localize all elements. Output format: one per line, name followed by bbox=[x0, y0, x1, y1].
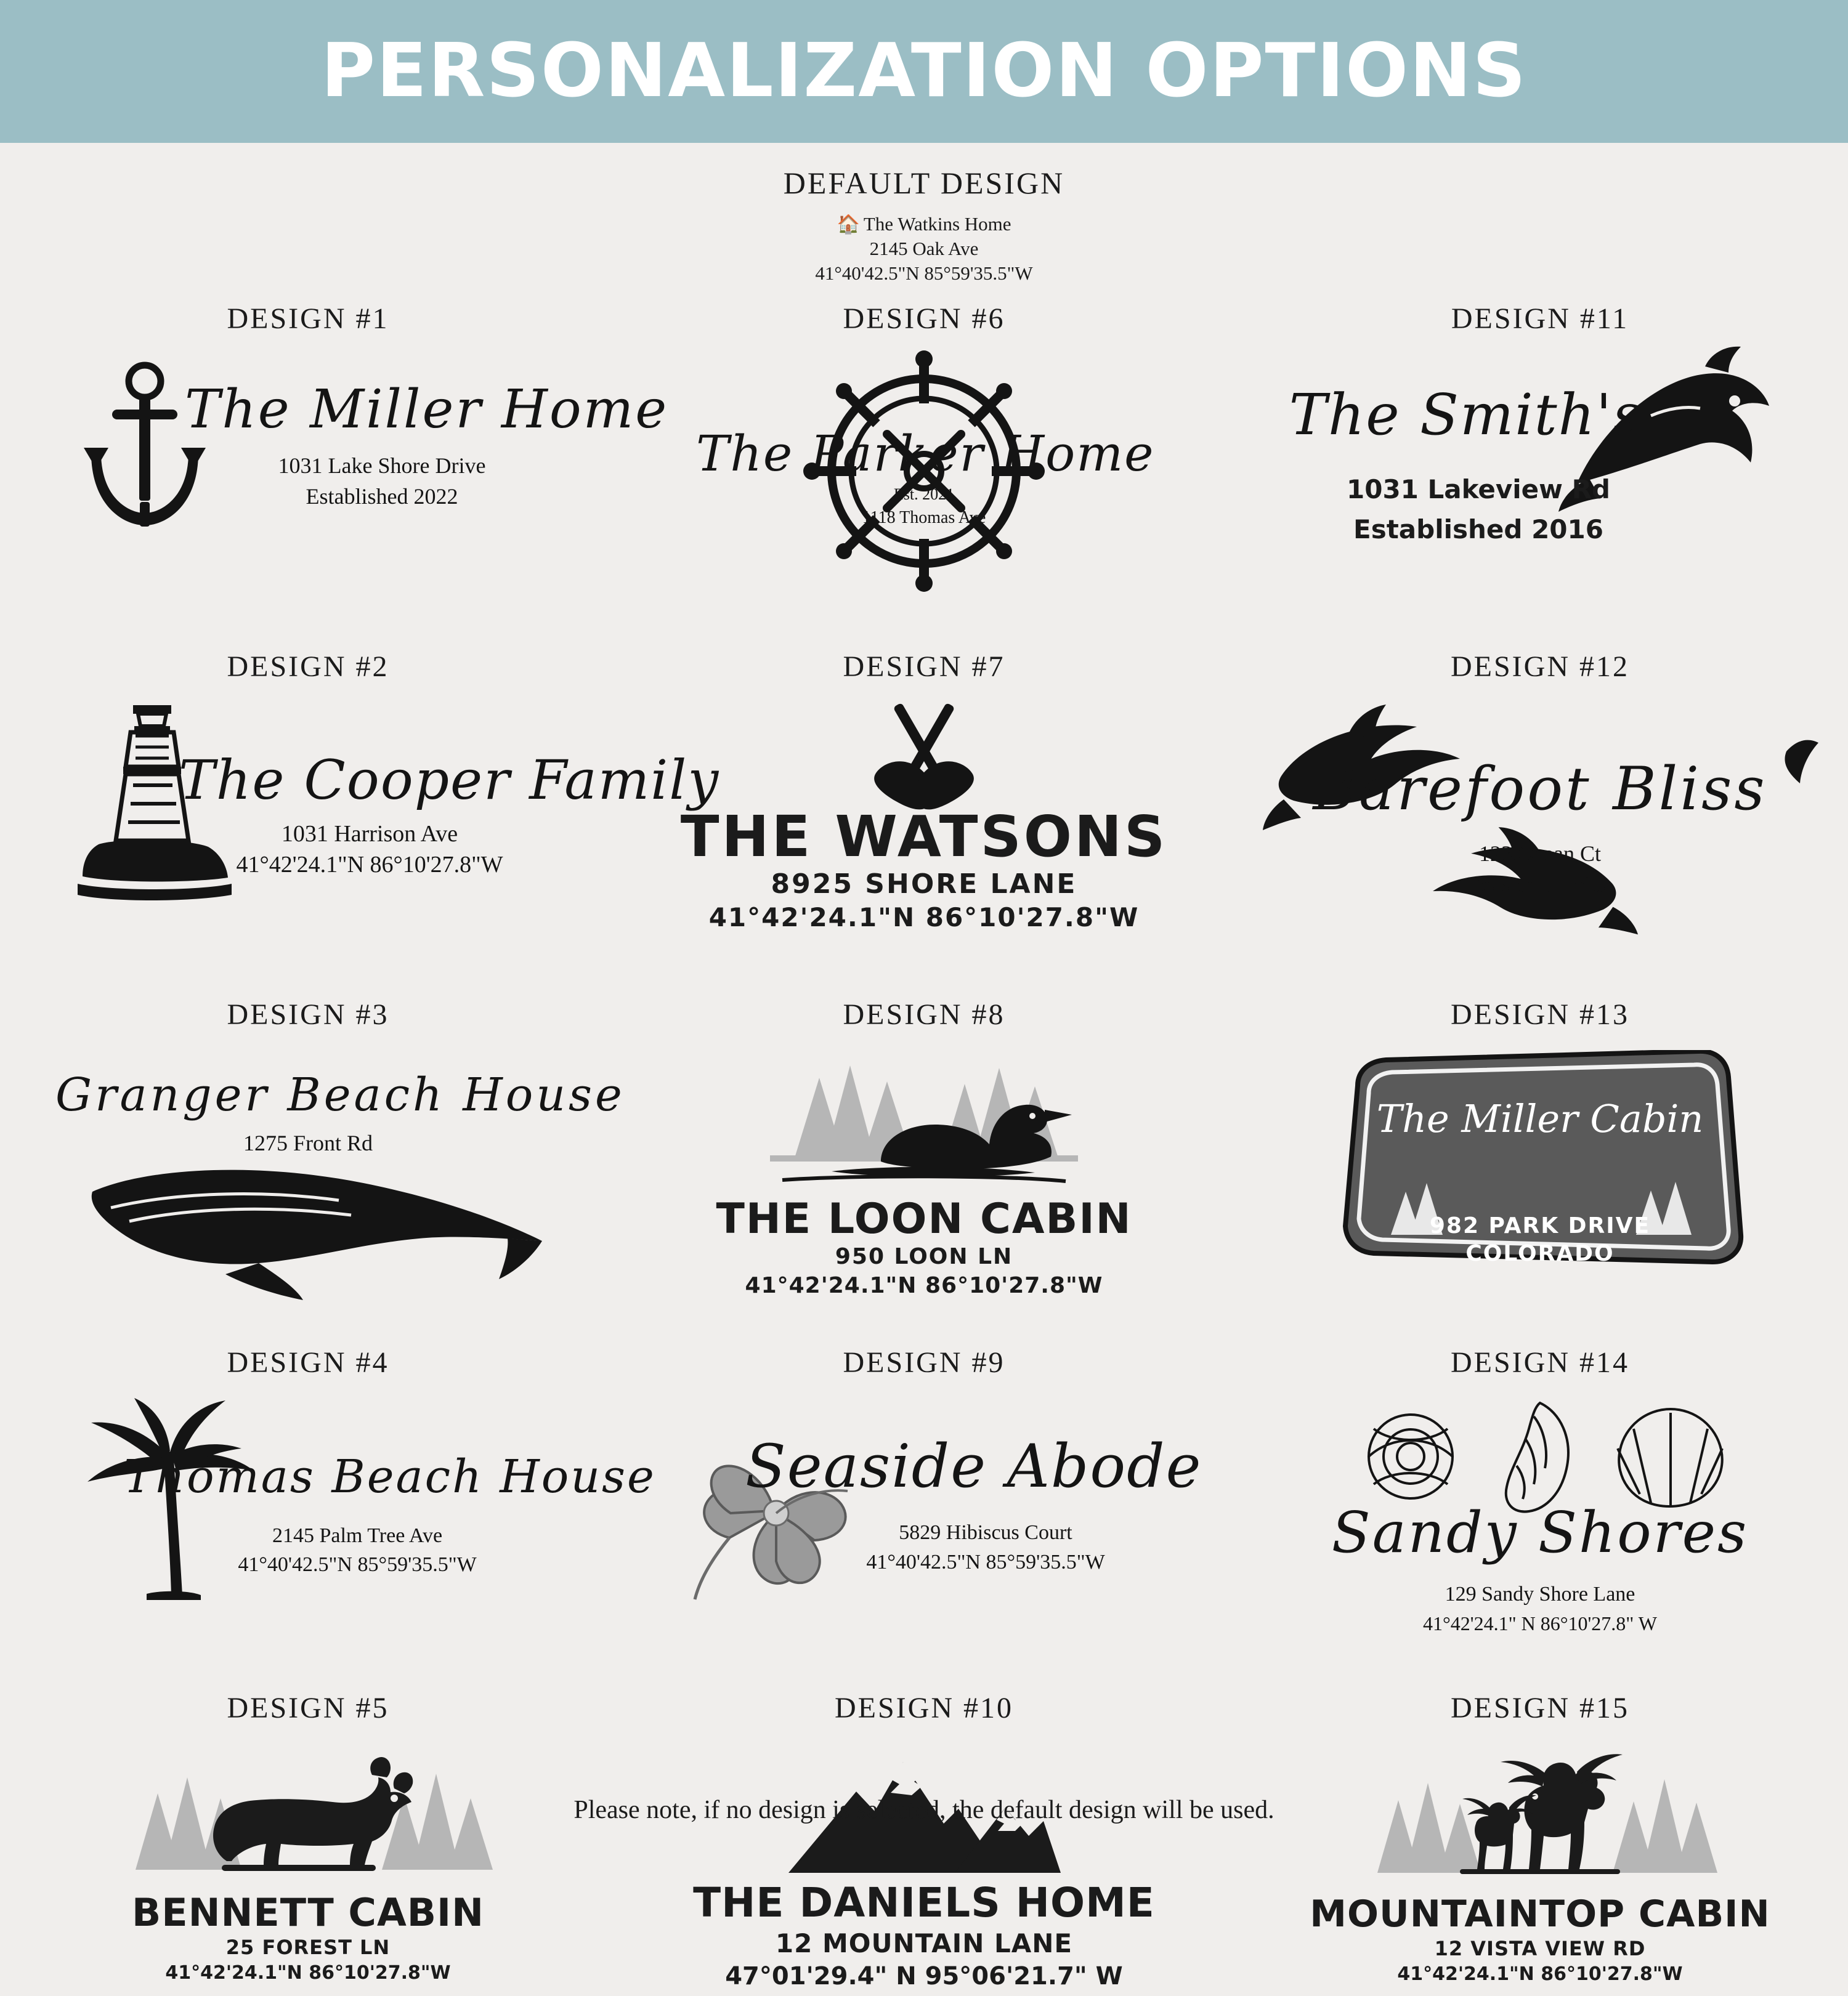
design-line3-13: COLORADO bbox=[1465, 1240, 1615, 1266]
design-title-8: THE LOON CABIN bbox=[716, 1194, 1132, 1243]
design-title-9: Seaside Abode bbox=[745, 1431, 1202, 1501]
design-label-10: DESIGN #10 bbox=[835, 1691, 1013, 1724]
default-design-coords: 41°40'42.5"N 85°59'35.5"W bbox=[815, 262, 1033, 285]
design-line2-15: 12 VISTA VIEW RD bbox=[1434, 1936, 1646, 1960]
design-label-7: DESIGN #7 bbox=[843, 650, 1005, 683]
design-label-12: DESIGN #12 bbox=[1451, 650, 1629, 683]
design-title-11: The Smith's bbox=[1289, 381, 1643, 448]
design-art-13 bbox=[1232, 1032, 1848, 1303]
design-art-7 bbox=[616, 684, 1232, 955]
design-card-4[interactable] bbox=[0, 1346, 656, 1651]
design-card-14[interactable] bbox=[1232, 1346, 1848, 1651]
design-title-12: Barefoot Bliss bbox=[1313, 754, 1767, 823]
design-label-11: DESIGN #11 bbox=[1451, 302, 1629, 335]
design-label-6: DESIGN #6 bbox=[843, 302, 1005, 335]
design-art-11 bbox=[1232, 336, 1848, 607]
design-line3-7: 41°42'24.1"N 86°10'27.8"W bbox=[708, 902, 1140, 932]
design-line2-12: 123 Ocean Ct bbox=[1479, 841, 1601, 866]
designs-row bbox=[0, 650, 1848, 955]
design-line3-1: Established 2022 bbox=[306, 483, 458, 509]
design-title-2: The Cooper Family bbox=[179, 748, 720, 812]
design-line2-5: 25 FOREST LN bbox=[225, 1935, 391, 1959]
designs-row bbox=[0, 1691, 1848, 1996]
design-line2-1: 1031 Lake Shore Drive bbox=[278, 453, 486, 478]
design-line3-9: 41°40'42.5"N 85°59'35.5"W bbox=[866, 1550, 1105, 1574]
design-line2-13: 982 PARK DRIVE bbox=[1429, 1213, 1651, 1238]
design-line2-2: 1031 Harrison Ave bbox=[281, 820, 458, 847]
default-design-address: 2145 Oak Ave bbox=[869, 238, 979, 260]
design-label-15: DESIGN #15 bbox=[1451, 1691, 1629, 1724]
design-card-2[interactable] bbox=[0, 650, 720, 955]
design-line3-5: 41°42'24.1"N 86°10'27.8"W bbox=[165, 1962, 451, 1984]
design-title-5: BENNETT CABIN bbox=[131, 1889, 485, 1935]
design-art-8 bbox=[616, 1032, 1232, 1303]
designs-grid bbox=[0, 302, 1848, 1996]
design-card-12[interactable] bbox=[1232, 650, 1848, 955]
design-line3-8: 41°42'24.1"N 86°10'27.8"W bbox=[745, 1272, 1103, 1298]
design-card-3[interactable] bbox=[0, 998, 625, 1303]
design-label-3: DESIGN #3 bbox=[227, 998, 389, 1031]
design-card-10[interactable] bbox=[616, 1691, 1232, 1996]
design-card-8[interactable] bbox=[616, 998, 1232, 1303]
default-design-block bbox=[0, 165, 1848, 286]
design-art-14 bbox=[1232, 1380, 1848, 1651]
design-line2-3: 1275 Front Rd bbox=[243, 1130, 373, 1155]
design-card-7[interactable] bbox=[616, 650, 1232, 955]
design-title-13: The Miller Cabin bbox=[1376, 1096, 1704, 1141]
design-title-14: Sandy Shores bbox=[1331, 1499, 1749, 1566]
crossed-paddles-icon bbox=[801, 693, 1047, 810]
design-card-5[interactable] bbox=[0, 1691, 616, 1996]
design-title-3: Granger Beach House bbox=[55, 1068, 625, 1121]
design-art-15 bbox=[1232, 1725, 1848, 1996]
design-art-4 bbox=[0, 1380, 656, 1651]
design-title-1: The Miller Home bbox=[185, 378, 669, 440]
design-title-7: THE WATSONS bbox=[680, 803, 1168, 870]
design-label-1: DESIGN #1 bbox=[227, 302, 389, 335]
design-art-6 bbox=[616, 336, 1232, 607]
design-art-3 bbox=[0, 1032, 625, 1303]
footer-note: Please note, if no design is selected, the default design will be used. bbox=[573, 1796, 1275, 1824]
designs-row bbox=[0, 302, 1848, 607]
design-card-13[interactable] bbox=[1232, 998, 1848, 1303]
page-title: PERSONALIZATION OPTIONS bbox=[321, 28, 1527, 114]
designs-row bbox=[0, 1346, 1848, 1651]
design-art-5 bbox=[0, 1725, 616, 1996]
page-banner bbox=[0, 0, 1848, 143]
design-card-15[interactable] bbox=[1232, 1691, 1848, 1996]
design-card-1[interactable] bbox=[0, 302, 669, 607]
default-design-label: DEFAULT DESIGN bbox=[783, 166, 1065, 200]
design-title-10: THE DANIELS HOME bbox=[693, 1878, 1155, 1926]
design-art-9 bbox=[616, 1380, 1232, 1651]
design-art-2 bbox=[0, 684, 720, 955]
design-card-6[interactable] bbox=[616, 302, 1232, 607]
design-card-11[interactable] bbox=[1232, 302, 1848, 607]
design-line2-9: 5829 Hibiscus Court bbox=[899, 1521, 1072, 1544]
design-title-6: The Parker Home bbox=[696, 424, 1155, 482]
design-title-4: Thomas Beach House bbox=[123, 1450, 656, 1503]
design-line3-10: 47°01'29.4" N 95°06'21.7" W bbox=[725, 1962, 1123, 1990]
design-line2-10: 12 MOUNTAIN LANE bbox=[775, 1928, 1073, 1958]
design-label-9: DESIGN #9 bbox=[843, 1346, 1005, 1379]
design-label-8: DESIGN #8 bbox=[843, 998, 1005, 1031]
design-line2-6: Est. 2021 bbox=[893, 485, 955, 503]
default-design-name: The Watkins Home bbox=[863, 213, 1011, 235]
design-label-2: DESIGN #2 bbox=[227, 650, 389, 683]
house-icon: 🏠 bbox=[837, 214, 860, 235]
design-card-9[interactable] bbox=[616, 1346, 1232, 1651]
designs-row bbox=[0, 998, 1848, 1303]
design-line2-14: 129 Sandy Shore Lane bbox=[1445, 1582, 1635, 1606]
design-line3-12: Seaside, Florida bbox=[1469, 871, 1611, 897]
loon-icon bbox=[758, 1041, 1090, 1195]
design-art-1 bbox=[0, 336, 669, 607]
default-design-text bbox=[0, 212, 1848, 286]
design-line2-8: 950 LOON LN bbox=[835, 1243, 1013, 1269]
design-line3-14: 41°42'24.1" N 86°10'27.8" W bbox=[1423, 1612, 1657, 1634]
design-label-5: DESIGN #5 bbox=[227, 1691, 389, 1724]
design-art-10 bbox=[616, 1725, 1232, 1996]
design-line2-4: 2145 Palm Tree Ave bbox=[272, 1524, 443, 1547]
design-art-12 bbox=[1232, 684, 1848, 955]
design-label-13: DESIGN #13 bbox=[1451, 998, 1629, 1031]
design-label-4: DESIGN #4 bbox=[227, 1346, 389, 1379]
design-line2-7: 8925 SHORE LANE bbox=[771, 868, 1077, 900]
design-line3-11: Established 2016 bbox=[1353, 514, 1603, 544]
whale-icon bbox=[74, 1149, 554, 1303]
design-line3-4: 41°40'42.5"N 85°59'35.5"W bbox=[238, 1553, 477, 1576]
design-title-15: MOUNTAINTOP CABIN bbox=[1310, 1892, 1770, 1936]
design-label-14: DESIGN #14 bbox=[1451, 1346, 1629, 1379]
design-line3-15: 41°42'24.1"N 86°10'27.8"W bbox=[1397, 1963, 1683, 1985]
design-line2-11: 1031 Lakeview Rd bbox=[1347, 474, 1610, 504]
design-line3-2: 41°42'24.1"N 86°10'27.8"W bbox=[236, 851, 503, 878]
design-line3-6: 1118 Thomas Ave bbox=[862, 507, 986, 527]
